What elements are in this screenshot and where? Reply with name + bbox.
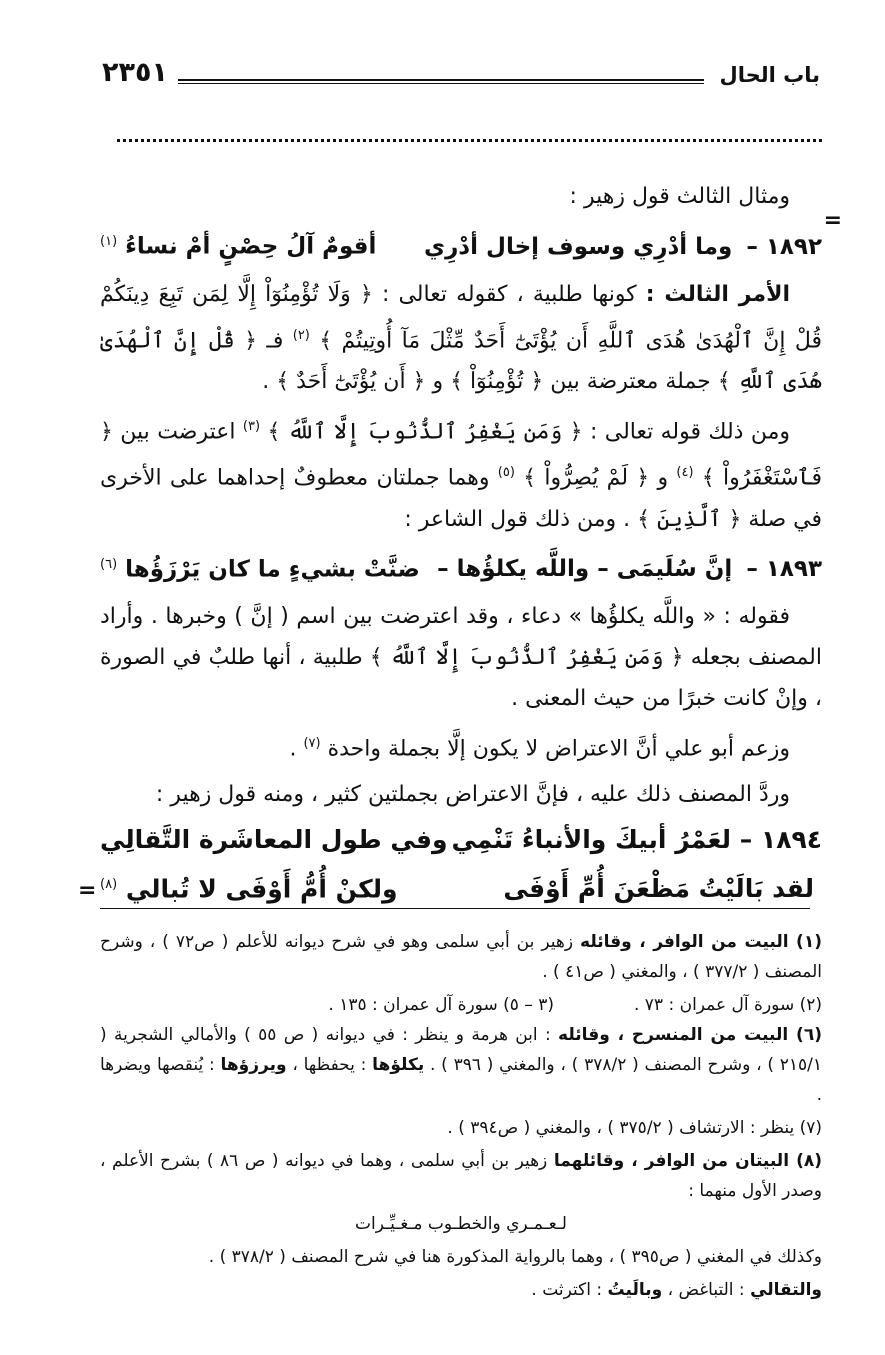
verse-1893: ١٨٩٣ – إنَّ سُلَيمَى – واللَّه يكلؤُها – ضنَّتْ بشيءٍ ما كان يَرْزَؤُها $^{(٦)}$ [100,556,822,583]
continuation-mark: = [823,208,842,233]
footnote-7: (٧) ينظر : الارتشاف ( ٣٧٥/٢ ) ، والمغني ( ص٣٩٤ ) . [447,1118,822,1138]
verse-1892: ١٨٩٢ – وما أدْرِي وسوف إخال أدْرِي أقومٌ آلُ حِصْنٍ أمْ نساءُ $^{(١)}$ [100,233,822,260]
paragraph-example: ومن ذلك قوله تعالى : ﴿ وَمَن يَغْفِرُ ٱلذُّنُوبَ إِلَّا ٱللَّهُ ﴾ $^{(٣)}$ اعترضت بين ﴿ فَٱسْتَغْفَرُواْ ﴾ $^{(٤)}$ و ﴿ لَمْ يُصِرُّواْ ﴾ $^{(٥)}$ وهما جملتان معطوفٌ إحداهما على الأخرى في صلة ﴿ ٱلَّذِينَ ﴾ . ومن ذلك قول الشاعر : [100,418,823,532]
footnote-rule [100,908,810,909]
verse-1894: ١٨٩٤ – لعَمْرُ أبيكَ والأنباءُ تَنْمِي وفي طول المعاشَرة التَّقالِي لقد بَالَيْتُ مَظْعَنَ أُمِّ أَوْفَى ولكنْ أُمُّ أَوْفَى لا تُبالي $^{(٨)}$ = [100,819,822,909]
footnotes [100,927,822,1308]
footnote-8: (٨) البيتان من الوافر ، وقائلهما زهير بن أبي سلمى ، وهما في ديوانه ( ص ٨٦ ) بشرح الأعلم ، وصدر الأول منهما : [100,1151,823,1201]
footnote-3-5: (٣ – ٥) سورة آل عمران : ١٣٥ . [328,995,554,1015]
alternate-verse: لـعـمـري والخطـوب مـغـيِّـرات [355,1214,567,1234]
book-page [78,55,842,1300]
footnote-8-gloss: والتقالي : التباغض ، وبالَيتُ : اكترثت . [531,1280,822,1300]
footnote-6: (٦) البيت من المنسرح ، وقائله : ابن هرمة و ينظر : في ديوانه ( ص ٥٥ ) والأمالي الشجرية ( ٢١٥/١ ) ، وشرح المصنف ( ٣٧٨/٢ ) ، والمغني ( ٣٩٦ ) . يكلؤها : يحفظها ، ويرزؤها : يُنقصها ويضرها . [100,1025,823,1105]
paragraph-rebuttal: وردَّ المصنف ذلك عليه ، فإنَّ الاعتراض بجملتين كثير ، ومنه قول زهير : [155,781,790,807]
footnote-1: (١) البيت من الوافر ، وقائله زهير بن أبي سلمى وهو في شرح ديوانه للأعلم ( ص٧٢ ) ، وشرح المصنف ( ٣٧٧/٢ ) ، والمغني ( ص٤١ ) . [100,932,822,982]
dotted-separator [117,139,822,142]
main-text [78,176,842,909]
paragraph-abu-ali: وزعم أبو علي أنَّ الاعتراض لا يكون إلَّا بجملة واحدة $^{(٧)}$ . [289,736,790,762]
end-mark: = [78,877,97,903]
paragraph-commentary: فقوله : « واللَّه يكلؤُها » دعاء ، وقد اعترضت بين اسم ( إنَّ ) وخبرها . وأراد المصنف بجعله ﴿ وَمَن يَغْفِرُ ٱلذُّنُوبَ إِلَّا ٱللَّهُ ﴾ طلبية ، أنها طلبٌ في الصورة ، وإنْ كانت خبرًا من حيث المعنى . [100,604,822,712]
page-number: ٢٣٥١ [102,57,168,88]
header-rule [178,79,704,84]
paragraph-third-matter: الأمر الثالث : كونها طلبية ، كقوله تعالى : ﴿ وَلَا تُؤْمِنُوٓاْ إِلَّا لِمَن تَبِعَ دِينَكُمْ قُلْ إِنَّ ٱلْهُدَىٰ هُدَى ٱللَّهِ أَن يُؤْتَىٰٓ أَحَدٌ مِّثْلَ مَآ أُوتِيتُمْ ﴾ $^{(٢)}$ فـ ﴿ قُلْ إِنَّ ٱلْهُدَىٰ هُدَى ٱللَّهِ ﴾ جملة معترضة بين ﴿ تُؤْمِنُوٓاْ ﴾ و ﴿ أَن يُؤْتَىٰٓ أَحَدٌ ﴾ . [100,281,822,394]
footnote-2: (٢) سورة آل عمران : ٧٣ . [633,995,822,1015]
chapter-title: باب الحال [719,63,820,87]
footnote-8-cont: وكذلك في المغني ( ص٣٩٥ ) ، وهما بالرواية المذكورة هنا في شرح المصنف ( ٣٧٨/٢ ) . [208,1247,822,1267]
page-header [100,55,822,91]
intro-line: ومثال الثالث قول زهير : [569,184,790,209]
